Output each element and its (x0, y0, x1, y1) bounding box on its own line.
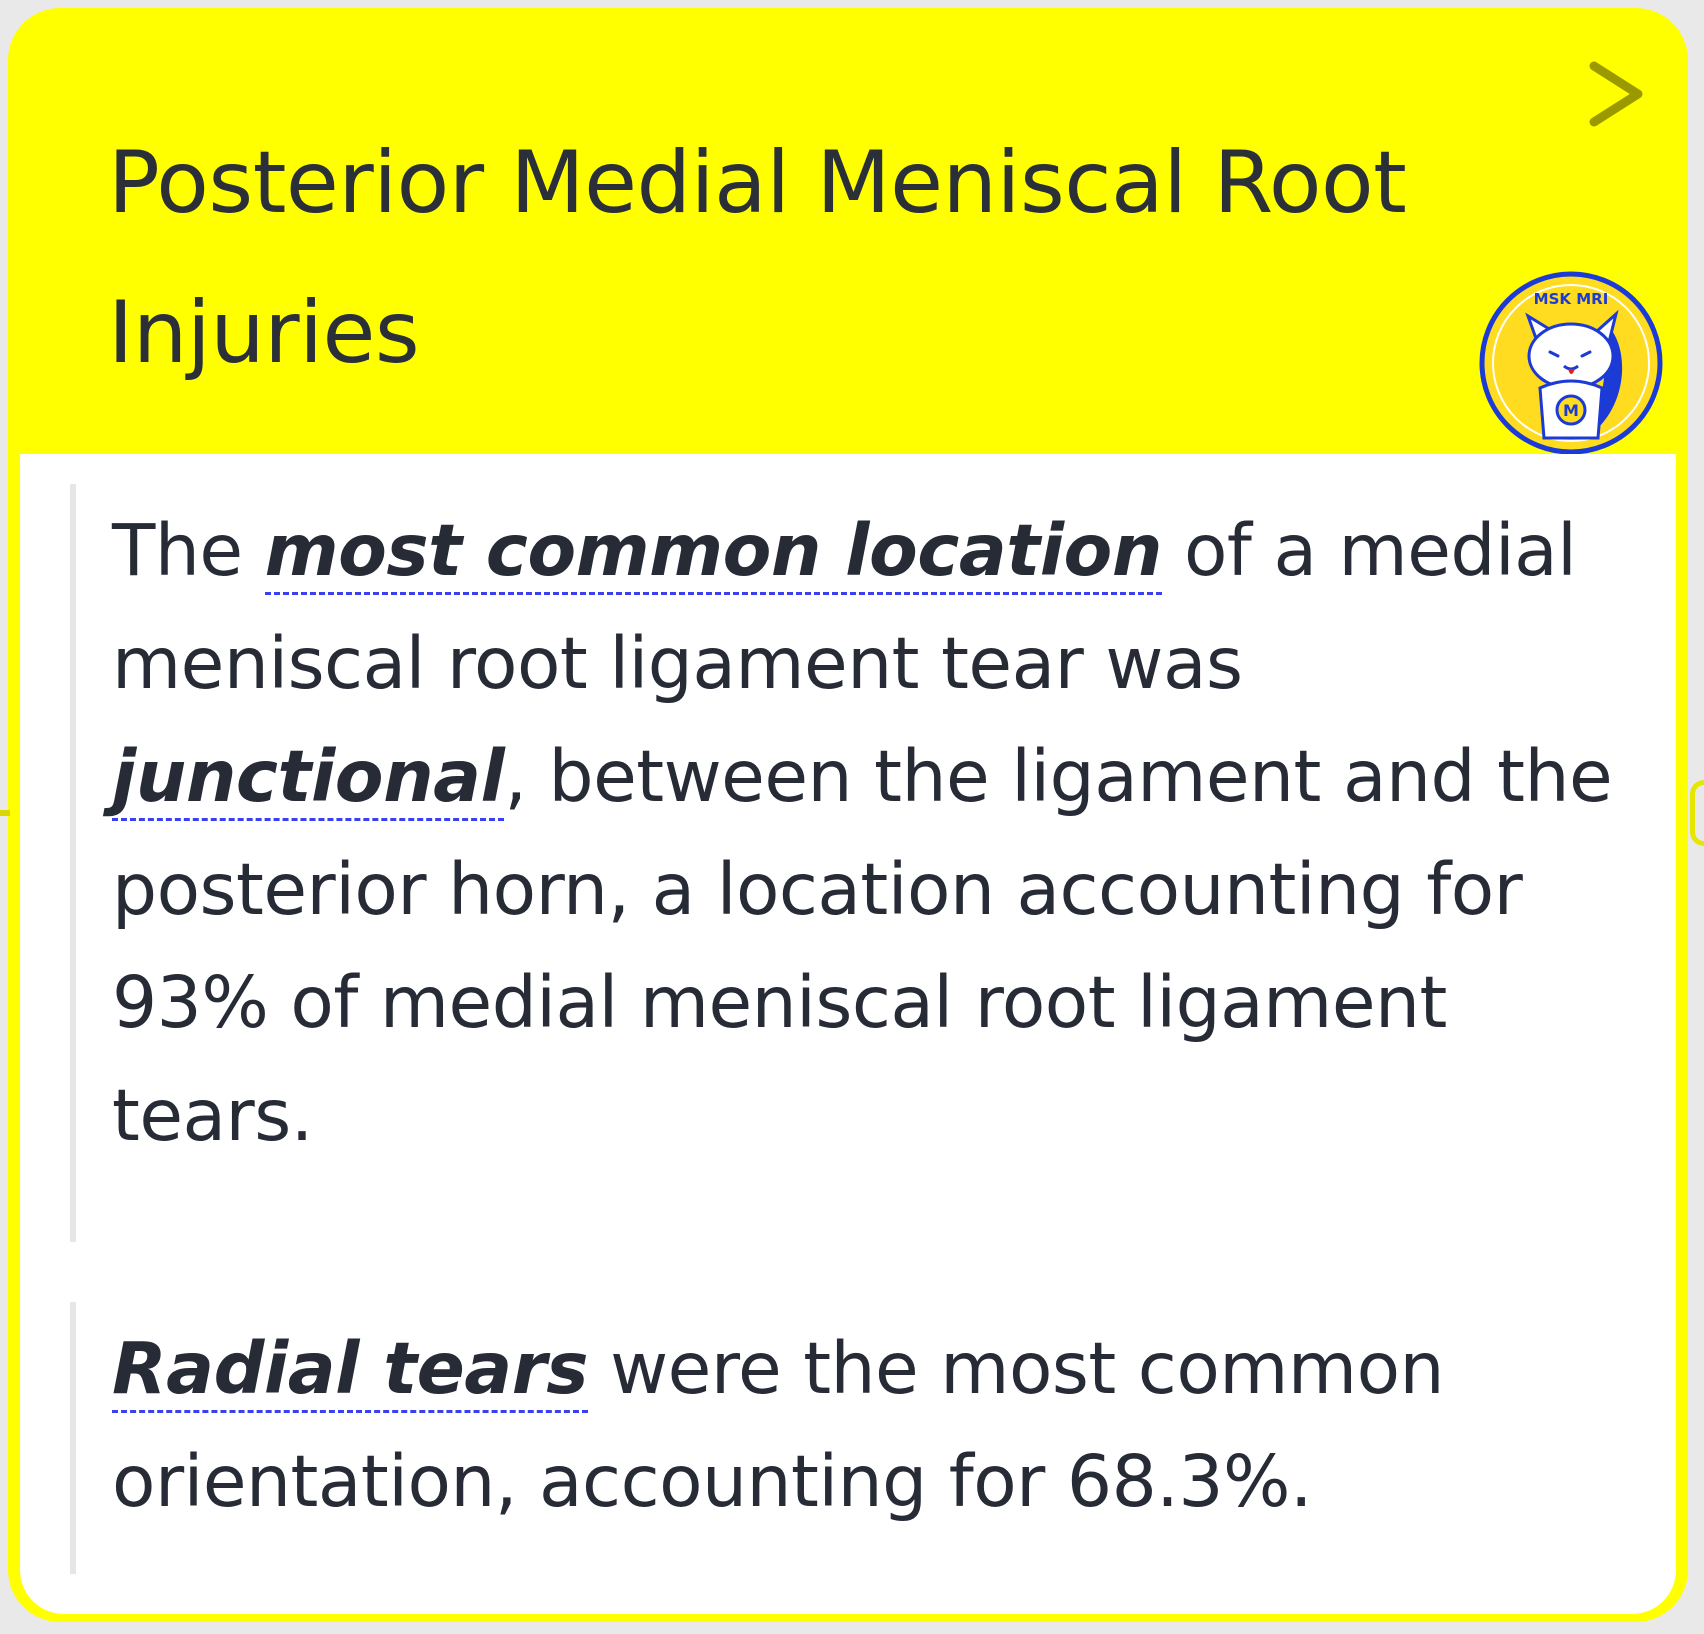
edge-handle-left (0, 810, 10, 816)
paragraph-lead-text: The (112, 509, 265, 592)
term-link-junctional[interactable]: junctional (112, 735, 504, 821)
term-link-most-common-location[interactable]: most common location (265, 509, 1162, 595)
slide-card (8, 8, 1688, 1622)
paragraph-text: of a medial meniscal root ligament tear was (112, 509, 1577, 705)
paragraph-text: , between the ligament and the posterior horn, a location accounting for 93% of medial meniscal root ligament tears. (112, 735, 1613, 1157)
blockquote-orientation (70, 1302, 1630, 1574)
paragraph-text: were the most common orientation, accounting for 68.3%. (112, 1327, 1445, 1523)
paragraph-orientation (112, 1312, 1630, 1538)
card-content (20, 454, 1676, 1614)
msk-mri-logo (1478, 270, 1664, 456)
card-header (8, 8, 1688, 454)
page-title: Posterior Medial Meniscal Root Injuries (108, 133, 1407, 383)
paragraph-location (112, 494, 1630, 1172)
chevron-right-icon[interactable] (1582, 52, 1654, 152)
svg-text:MSK MRI: MSK MRI (1533, 290, 1609, 308)
svg-text:M: M (1563, 401, 1579, 420)
edge-handle-right (1690, 780, 1704, 846)
blockquote-location (70, 484, 1630, 1242)
term-link-radial-tears[interactable]: Radial tears (112, 1327, 588, 1413)
